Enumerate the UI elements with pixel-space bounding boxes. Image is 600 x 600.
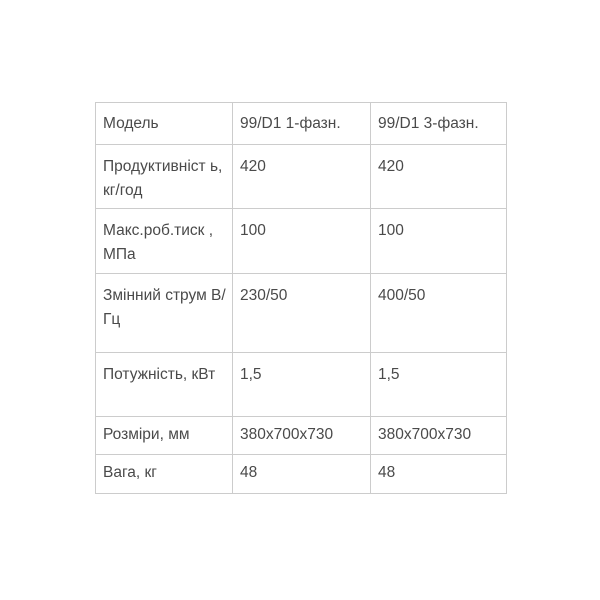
row-value-1phase-cell: 380x700x730 bbox=[233, 417, 371, 455]
table-header-row bbox=[96, 103, 507, 145]
row-value-3phase-cell: 48 bbox=[371, 455, 507, 494]
row-value-1phase-cell: 420 bbox=[233, 145, 371, 209]
row-value-3phase-cell: 100 bbox=[371, 209, 507, 274]
table-row-productivity bbox=[96, 145, 507, 209]
row-label-cell: Вага, кг bbox=[96, 455, 233, 494]
row-value-3phase-cell: 1,5 bbox=[371, 353, 507, 417]
table-row-max-pressure bbox=[96, 209, 507, 274]
spec-table bbox=[95, 102, 507, 494]
row-label-cell: Розміри, мм bbox=[96, 417, 233, 455]
row-value-1phase-cell: 100 bbox=[233, 209, 371, 274]
table-row-ac-current bbox=[96, 274, 507, 353]
header-label-cell: Модель bbox=[96, 103, 233, 145]
table-row-dimensions bbox=[96, 417, 507, 455]
row-label-cell: Продуктивніст ь, кг/год bbox=[96, 145, 233, 209]
header-model-3phase-cell: 99/D1 3-фазн. bbox=[371, 103, 507, 145]
header-model-1phase-cell: 99/D1 1-фазн. bbox=[233, 103, 371, 145]
row-label-cell: Макс.роб.тиск , МПа bbox=[96, 209, 233, 274]
row-value-1phase-cell: 1,5 bbox=[233, 353, 371, 417]
row-value-3phase-cell: 420 bbox=[371, 145, 507, 209]
table-row-weight bbox=[96, 455, 507, 494]
row-label-cell: Потужність, кВт bbox=[96, 353, 233, 417]
row-value-1phase-cell: 48 bbox=[233, 455, 371, 494]
row-value-3phase-cell: 380x700x730 bbox=[371, 417, 507, 455]
row-value-3phase-cell: 400/50 bbox=[371, 274, 507, 353]
row-value-1phase-cell: 230/50 bbox=[233, 274, 371, 353]
row-label-cell: Змінний струм В/Гц bbox=[96, 274, 233, 353]
table-row-power bbox=[96, 353, 507, 417]
